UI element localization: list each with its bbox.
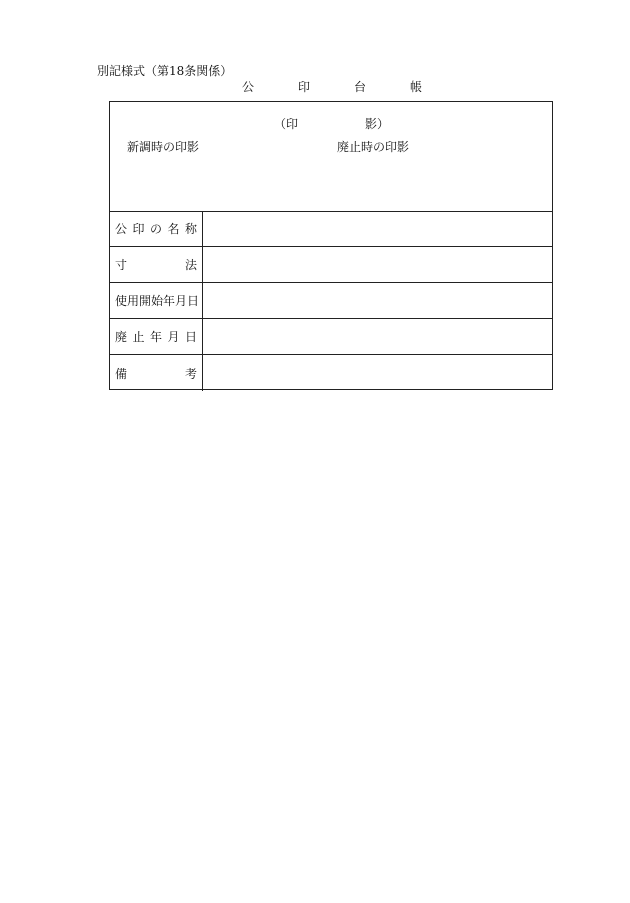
abolish-date-value[interactable] <box>203 319 552 354</box>
table-row <box>110 319 552 355</box>
document-title <box>242 78 422 95</box>
label-char: 名 <box>167 222 180 236</box>
seal-impression-area <box>110 102 552 212</box>
label-char: 寸 <box>115 258 128 272</box>
form-label: 別記様式（第18条関係） <box>97 64 233 78</box>
label-char: 使用開始年月日 <box>115 294 200 308</box>
label-char: 年 <box>149 330 162 344</box>
new-seal-label: 新調時の印影 <box>127 140 200 154</box>
label-char: 印 <box>132 222 145 236</box>
label-char: 法 <box>184 258 197 272</box>
seal-impression-heading <box>274 115 389 132</box>
title-char: 台 <box>353 80 366 94</box>
table-row <box>110 211 552 247</box>
label-char: 公 <box>115 222 128 236</box>
label-char: 月 <box>167 330 180 344</box>
title-char: 印 <box>297 80 310 94</box>
title-char: 公 <box>242 80 255 94</box>
abolish-seal-label: 廃止時の印影 <box>337 140 410 154</box>
seal-name-label <box>110 211 203 246</box>
label-char: 備 <box>115 366 128 381</box>
label-char: 止 <box>132 330 145 344</box>
seal-name-value[interactable] <box>203 211 552 246</box>
seal-heading-open: （印 <box>274 117 299 131</box>
table-row <box>110 283 552 319</box>
table-row <box>110 247 552 283</box>
label-char: 廃 <box>115 330 128 344</box>
seal-heading-close: 影） <box>364 117 389 131</box>
label-char: の <box>149 222 162 236</box>
dimensions-value[interactable] <box>203 247 552 282</box>
start-date-value[interactable] <box>203 283 552 318</box>
title-char: 帳 <box>409 80 422 94</box>
table-row <box>110 355 552 391</box>
label-char: 称 <box>184 222 197 236</box>
remarks-value[interactable] <box>203 355 552 391</box>
seal-ledger-table <box>109 101 553 390</box>
remarks-label <box>110 355 203 391</box>
label-char: 考 <box>184 366 197 381</box>
start-date-label <box>110 283 203 318</box>
abolish-date-label <box>110 319 203 354</box>
label-char: 日 <box>184 330 197 344</box>
dimensions-label <box>110 247 203 282</box>
